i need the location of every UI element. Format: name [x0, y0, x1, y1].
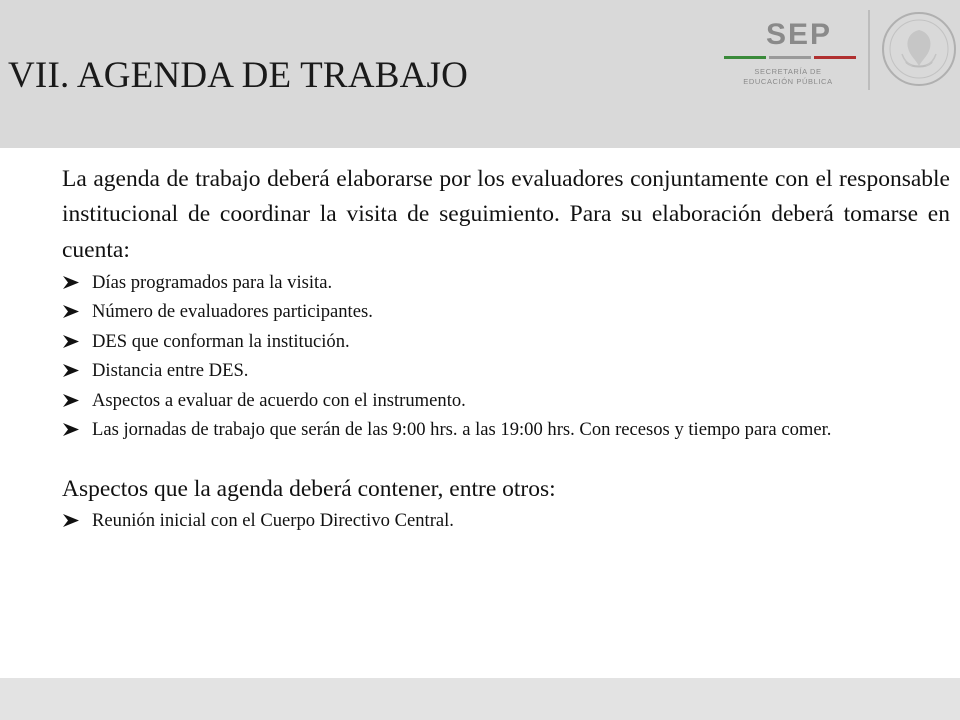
arrowhead-bullet-icon	[62, 304, 80, 319]
list-item	[62, 356, 950, 386]
list-item	[62, 506, 950, 536]
coat-of-arms-seal-icon	[880, 10, 958, 88]
sep-logo	[718, 10, 958, 100]
list-item-text: Aspectos a evaluar de acuerdo con el instrumento.	[92, 389, 466, 411]
sep-acronym: SEP	[766, 18, 833, 51]
slide-title: VII. AGENDA DE TRABAJO	[8, 55, 469, 96]
list-item-text: Las jornadas de trabajo que serán de las 9:00 hrs. a las 19:00 hrs. Con recesos y tiempo para comer.	[92, 419, 832, 441]
list-item	[62, 327, 950, 357]
agenda-contents-heading: Aspectos que la agenda deberá contener, entre otros:	[62, 475, 556, 502]
arrowhead-bullet-icon	[62, 334, 80, 349]
list-item	[62, 386, 950, 416]
logo-divider	[868, 10, 870, 90]
arrowhead-bullet-icon	[62, 422, 80, 437]
list-item	[62, 297, 950, 327]
arrowhead-bullet-icon	[62, 363, 80, 378]
slide-header	[0, 0, 960, 148]
list-item-text: Distancia entre DES.	[92, 360, 249, 382]
list-item	[62, 268, 950, 298]
list-item-text: Reunión inicial con el Cuerpo Directivo Central.	[92, 509, 454, 531]
list-item-text: DES que conforman la institución.	[92, 330, 350, 352]
arrowhead-bullet-icon	[62, 393, 80, 408]
sep-subtitle-line1: SECRETARÍA DE	[754, 67, 822, 76]
arrowhead-bullet-icon	[62, 275, 80, 290]
considerations-list	[62, 268, 950, 445]
sep-subtitle-line2: EDUCACIÓN PÚBLICA	[743, 77, 833, 86]
sep-tricolor-lines	[724, 56, 856, 62]
list-item-text: Número de evaluadores participantes.	[92, 301, 373, 323]
slide-footer-band	[0, 678, 960, 720]
list-item-text: Días programados para la visita.	[92, 271, 333, 293]
list-item	[62, 415, 950, 445]
slide-body	[62, 162, 950, 535]
intro-paragraph: La agenda de trabajo deberá elaborarse por los evaluadores conjuntamente con el responsable institucional de coordinar la visita de seguimiento. Para su elaboración deberá tomarse en cuenta:	[62, 166, 950, 263]
arrowhead-bullet-icon	[62, 513, 80, 528]
agenda-aspects-list	[62, 506, 950, 536]
